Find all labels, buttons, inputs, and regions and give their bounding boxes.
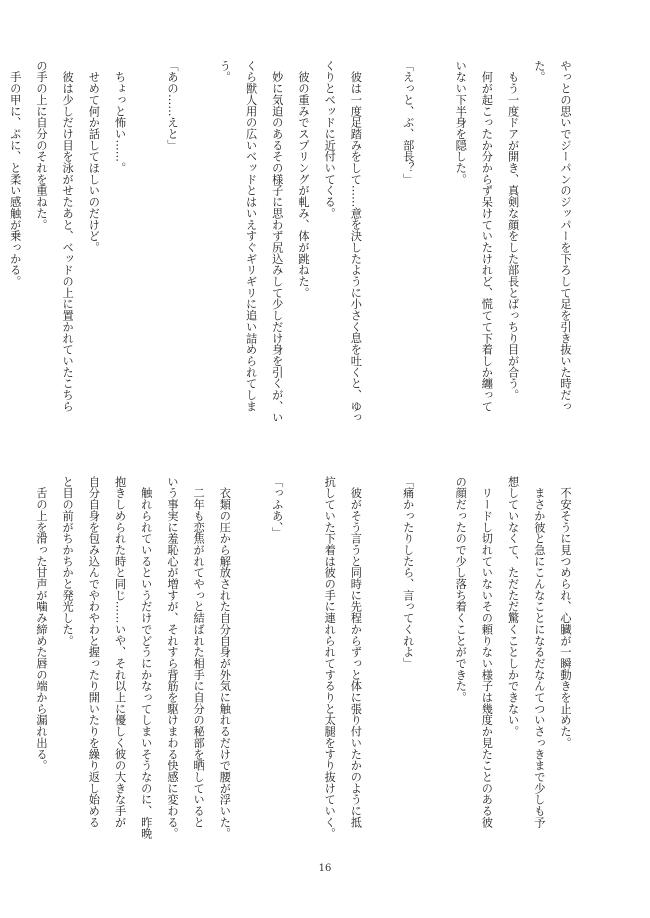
text-line: の顔だったので少し落ち着くことができた。 (454, 476, 468, 703)
text-line: 不安そうに見つめられ、心臓が一瞬動きを止めた。 (559, 476, 572, 749)
text-line: 「えっと、ぶ、部長？」 (401, 60, 415, 185)
text-line (0, 476, 2, 861)
text-line (2, 476, 28, 861)
text-line: 想していなくて、ただただ驚くことしかできない。 (506, 476, 520, 738)
text-line: ちょっと怖い……。 (113, 60, 127, 174)
text-line: う。 (218, 60, 232, 83)
page-number: 16 (318, 863, 332, 874)
text-line (368, 60, 394, 445)
text-line: 「痛かったりしたら、言ってくれよ」 (401, 476, 415, 669)
text-line: くりとベッドに近付いてくる。 (323, 60, 337, 219)
text-line: 何が起こったか分からず呆けていたけれど、慌てて下着しか纏って (480, 60, 494, 412)
text-line: 二年も恋焦がれてやっと結ばれた相手に自分の秘部を晒していると (192, 476, 206, 828)
text-line: 抗していた下着は彼の手に連れられてするりと太腿をすり抜けていく。 (323, 476, 337, 840)
text-line: た。 (532, 60, 546, 83)
text-line: 彼がそう言うと同時に先程からずっと体に張り付いたかのように抵 (349, 476, 363, 828)
text-line: 触れられているというだけでどうにかなってしまいそうなのに、昨晩 (139, 476, 153, 840)
text-line (290, 476, 316, 861)
text-line: もう一度ドアが開き、真剣な顔をした部長とばっちり目が合う。 (506, 60, 520, 401)
text-line (421, 476, 447, 861)
text-line: と目の前がちかちかと発光した。 (61, 476, 75, 647)
text-line: やっとの思いでジーパンのジッパーを下ろして足を引き抜いた時だっ (559, 60, 572, 412)
text-line (237, 476, 263, 861)
text-line: リードし切れていないその頼りない様子は幾度か見たことのある彼 (480, 476, 494, 828)
text-line: まさか彼と急にこんなことになるだなんてついさっきまで少しも予 (532, 476, 546, 828)
text-line (421, 60, 447, 445)
text-line: 舌の上を滑った甘声が噛み締めた唇の端から漏れ出る。 (34, 476, 48, 772)
text-line: 妙に気迫のあるその様子に思わず尻込みして少しだけ身を引くが、い (270, 60, 284, 424)
text-line: 衣類の圧から解放された自分自身が外気に触れるだけで腰が浮いた。 (218, 476, 232, 840)
text-line: せめて何か話してほしいのだけど。 (87, 60, 101, 253)
text-line: 手の甲に、ぷに、と柔い感触が乗っかる。 (8, 60, 22, 287)
text-line: 彼の重みでスプリングが軋み、体が跳ねた。 (296, 60, 310, 299)
text-line: 「っふあ、」 (270, 476, 284, 539)
text-line: いない下半身を隠した。 (454, 60, 468, 185)
text-line: 彼は少しだけ目を泳がせたあと、ベッドの上に置かれていたこちら (61, 60, 75, 412)
text-line: 抱きしめられた時と同じ……いや、それ以上に優しく彼の大きな手が (113, 476, 127, 828)
text-line: くら獣人用の広いベッドとはいえすぐギリギリに追い詰められてしま (244, 60, 258, 412)
text-line: 彼は一度足踏みをして……意を決したように小さく息を吐くと、ゆっ (349, 60, 363, 424)
text-line: の手の上に自分のそれを重ねた。 (34, 60, 48, 231)
text-line (133, 60, 159, 445)
text-line: 「あの……えと」 (165, 60, 179, 151)
lower-text-block (34, 476, 578, 861)
text-line: 自分自身を包み込んでやわやわと握ったり開いたりを繰り返し始める (87, 476, 101, 828)
text-line (368, 476, 394, 861)
upper-text-block (8, 60, 578, 445)
text-line: いう事実に羞恥心が増すが、それすら背筋を駆けまわる快感に変わる。 (165, 476, 179, 840)
text-line (185, 60, 211, 445)
